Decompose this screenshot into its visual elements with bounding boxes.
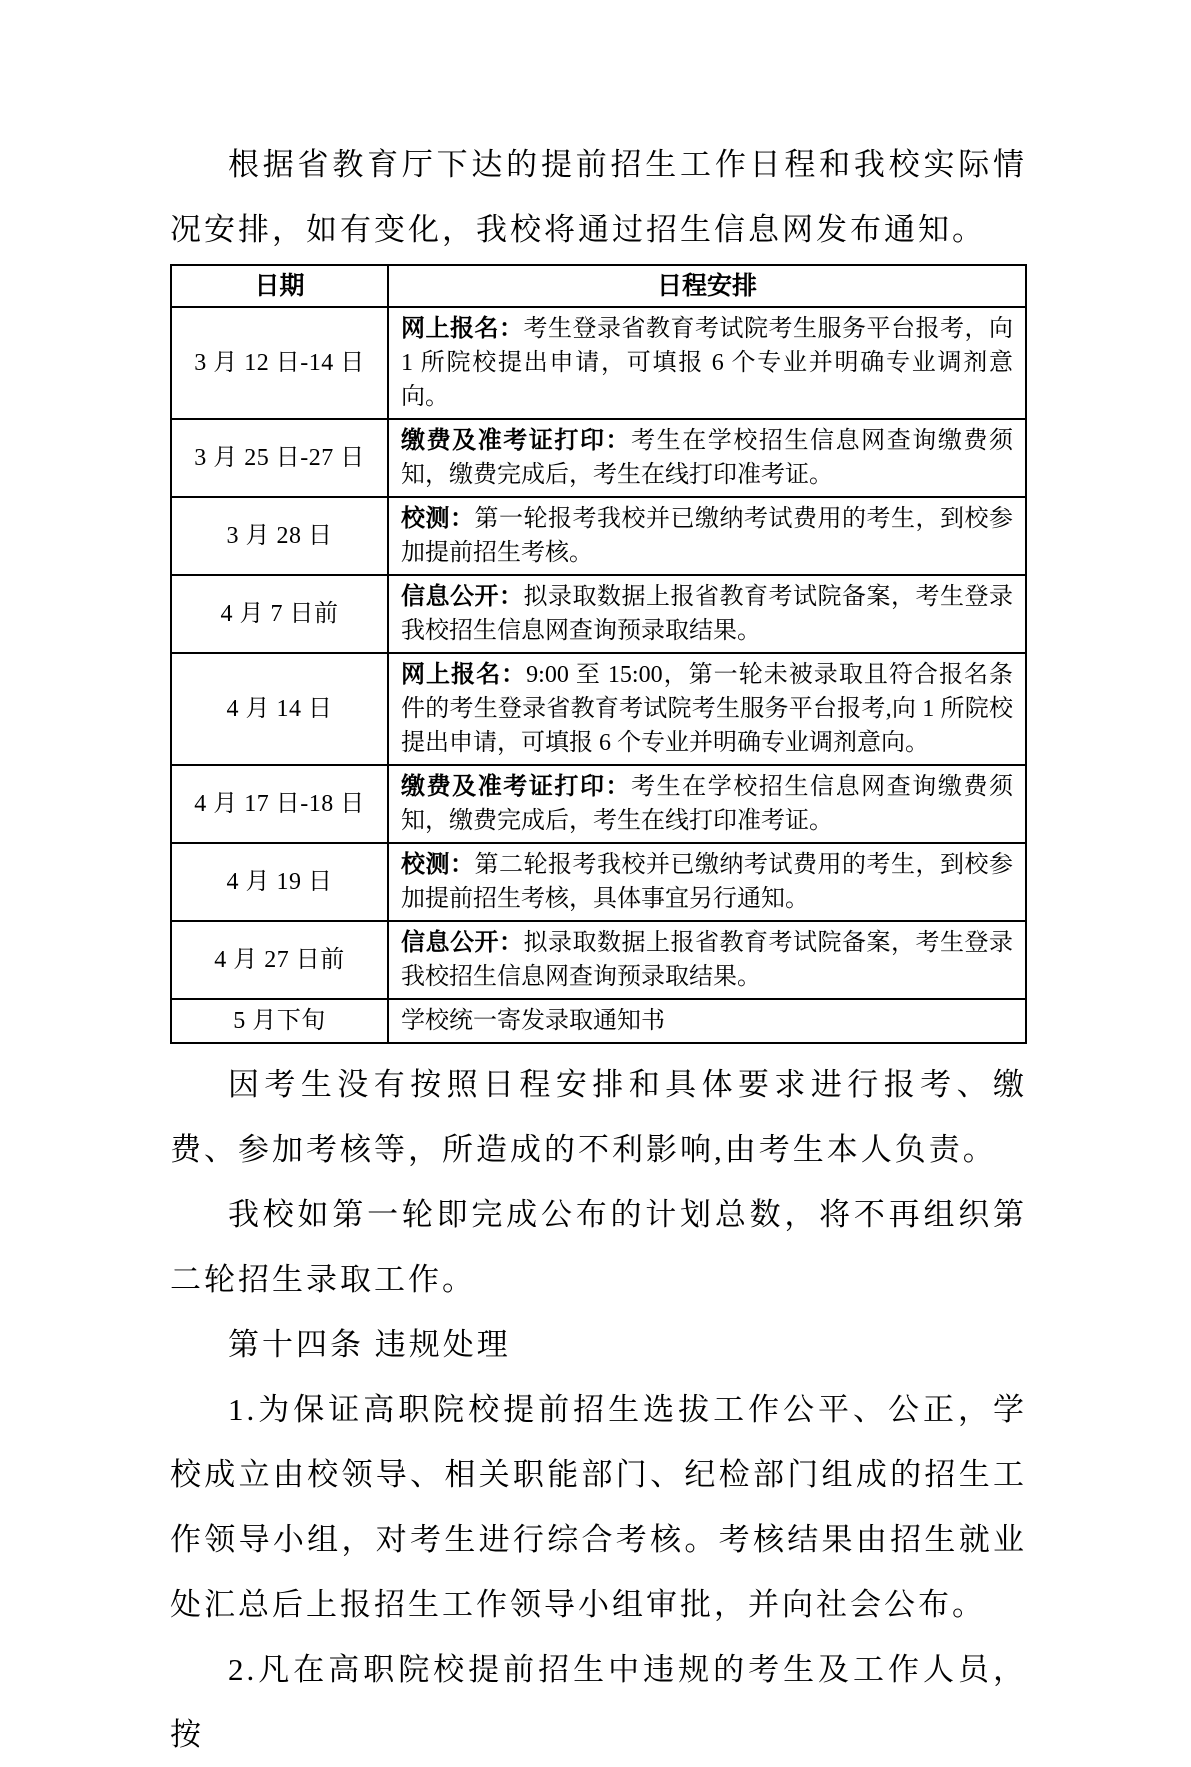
schedule-date: 3 月 28 日 <box>171 497 388 575</box>
schedule-detail-label: 缴费及准考证打印： <box>401 773 632 800</box>
schedule-date: 4 月 27 日前 <box>171 921 388 999</box>
table-header-row <box>171 265 1026 307</box>
table-row <box>171 921 1026 999</box>
schedule-detail-text: 拟录取数据上报省教育考试院备案，考生登录我校招生信息网查询预录取结果。 <box>401 584 1013 644</box>
schedule-detail-label: 网上报名： <box>401 315 524 342</box>
date-column-header: 日期 <box>171 265 388 307</box>
table-row <box>171 999 1026 1043</box>
schedule-detail-text: 考生在学校招生信息网查询缴费须知，缴费完成后，考生在线打印准考证。 <box>401 428 1014 488</box>
schedule-detail-cell <box>388 575 1026 653</box>
schedule-detail-text: 第二轮报考我校并已缴纳考试费用的考生，到校参加提前招生考核，具体事宜另行通知。 <box>401 852 1013 912</box>
schedule-date: 3 月 12 日-14 日 <box>171 307 388 419</box>
table-row <box>171 419 1026 497</box>
schedule-detail-label: 信息公开： <box>401 583 524 610</box>
schedule-detail-cell <box>388 921 1026 999</box>
schedule-detail-label: 校测： <box>401 505 475 532</box>
schedule-detail-cell <box>388 843 1026 921</box>
schedule-detail-text: 拟录取数据上报省教育考试院备案，考生登录我校招生信息网查询预录取结果。 <box>401 930 1013 990</box>
schedule-date: 5 月下旬 <box>171 999 388 1043</box>
schedule-detail-text: 学校统一寄发录取通知书 <box>401 1008 665 1034</box>
liability-paragraph: 因考生没有按照日程安排和具体要求进行报考、缴费、参加考核等，所造成的不利影响,由考生本人负责。 <box>170 1067 1027 1167</box>
schedule-table <box>170 264 1027 1044</box>
schedule-detail-text: 9:00 至 15:00，第一轮未被录取且符合报名条件的考生登录省教育考试院考生服务平台报考,向 1 所院校提出申请，可填报 6 个专业并明确专业调剂意向。 <box>401 662 1013 756</box>
table-row <box>171 307 1026 419</box>
schedule-detail-label: 缴费及准考证打印： <box>401 427 632 454</box>
schedule-date: 4 月 17 日-18 日 <box>171 765 388 843</box>
intro-paragraph: 根据省教育厅下达的提前招生工作日程和我校实际情况安排，如有变化，我校将通过招生信息网发布通知。 <box>170 147 1027 247</box>
violation-item-1: 1.为保证高职院校提前招生选拔工作公平、公正，学校成立由校领导、相关职能部门、纪检部门组成的招生工作领导小组，对考生进行综合考核。考核结果由招生就业处汇总后上报招生工作领导小组审批，并向社会公布。 <box>170 1392 1027 1622</box>
table-row <box>171 653 1026 765</box>
schedule-column-header: 日程安排 <box>388 265 1026 307</box>
table-row <box>171 575 1026 653</box>
schedule-detail-cell <box>388 497 1026 575</box>
second-round-paragraph: 我校如第一轮即完成公布的计划总数，将不再组织第二轮招生录取工作。 <box>170 1197 1027 1297</box>
schedule-detail-cell <box>388 419 1026 497</box>
table-row <box>171 843 1026 921</box>
schedule-detail-text: 第一轮报考我校并已缴纳考试费用的考生，到校参加提前招生考核。 <box>401 506 1013 566</box>
schedule-detail-label: 网上报名： <box>401 661 527 688</box>
schedule-date: 4 月 14 日 <box>171 653 388 765</box>
table-row <box>171 765 1026 843</box>
article-14-heading: 第十四条 违规处理 <box>228 1327 511 1362</box>
schedule-detail-cell <box>388 765 1026 843</box>
violation-item-2: 2.凡在高职院校提前招生中违规的考生及工作人员，按 <box>170 1652 1027 1752</box>
schedule-detail-cell <box>388 307 1026 419</box>
schedule-detail-label: 校测： <box>401 851 475 878</box>
schedule-detail-cell <box>388 653 1026 765</box>
schedule-detail-cell <box>388 999 1026 1043</box>
schedule-date: 3 月 25 日-27 日 <box>171 419 388 497</box>
schedule-date: 4 月 7 日前 <box>171 575 388 653</box>
table-row <box>171 497 1026 575</box>
schedule-detail-text: 考生在学校招生信息网查询缴费须知，缴费完成后，考生在线打印准考证。 <box>401 774 1014 834</box>
schedule-detail-text: 考生登录省教育考试院考生服务平台报考，向 1 所院校提出申请，可填报 6 个专业并明确专业调剂意向。 <box>401 316 1013 410</box>
schedule-detail-label: 信息公开： <box>401 929 524 956</box>
schedule-date: 4 月 19 日 <box>171 843 388 921</box>
